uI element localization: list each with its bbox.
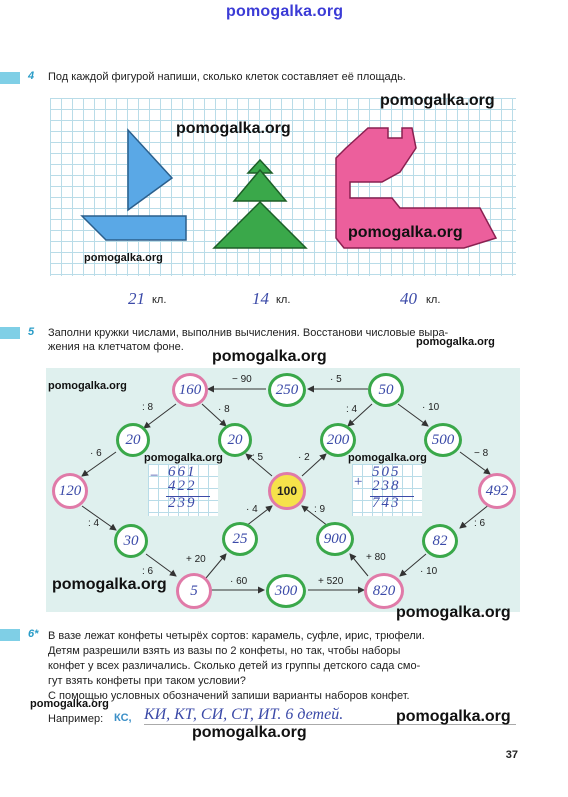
op-label: · 10: [420, 566, 438, 577]
node-100: 100: [268, 472, 306, 510]
task6-line5: С помощью условных обозначений запиши варианты наборов конфет.: [48, 690, 410, 702]
task6-example-code: КС,: [114, 712, 132, 724]
node-20b: 20: [218, 423, 252, 457]
task6-line1: В вазе лежат конфеты четырёх сортов: карамель, суфле, ирис, трюфели.: [48, 630, 425, 642]
node-820: 820: [364, 573, 404, 609]
node-492: 492: [478, 473, 516, 509]
node-50: 50: [368, 373, 404, 407]
node-300: 300: [266, 574, 306, 608]
task-marker: [0, 629, 20, 641]
answer-unit: кл.: [426, 294, 441, 306]
task-text-line1: Заполни кружки числами, выполнив вычисления. Восстанови числовые выра-: [48, 327, 449, 339]
tree-middle: [234, 170, 286, 201]
watermark: pomogalka.org: [348, 224, 463, 241]
answer-unit: кл.: [152, 294, 167, 306]
watermark: pomogalka.org: [348, 452, 427, 464]
calc-right-row1: 505: [372, 464, 401, 480]
op-label: · 6: [90, 448, 102, 459]
watermark: pomogalka.org: [48, 380, 127, 392]
task-number: 4: [28, 70, 35, 82]
calc-left-row3: 239: [168, 495, 197, 511]
site-url[interactable]: pomogalka.org: [226, 3, 344, 20]
op-label: : 6: [474, 518, 486, 529]
watermark: pomogalka.org: [396, 708, 511, 725]
node-250: 250: [268, 373, 306, 407]
node-500: 500: [424, 423, 462, 457]
calc-left-row1: 661: [168, 464, 197, 480]
calc-right-sign: +: [354, 474, 363, 490]
op-label: · 2: [298, 452, 310, 463]
page-number: 37: [505, 749, 518, 761]
op-label: : 4: [88, 518, 100, 529]
watermark: pomogalka.org: [84, 252, 163, 264]
watermark: pomogalka.org: [144, 452, 223, 464]
op-label: · 60: [230, 576, 248, 587]
op-label: · 4: [246, 504, 258, 515]
task-marker: [0, 72, 20, 84]
node-5: 5: [176, 573, 212, 609]
node-160: 160: [172, 373, 208, 407]
node-25: 25: [222, 522, 258, 556]
node-900: 900: [316, 522, 354, 556]
node-20a: 20: [116, 423, 150, 457]
op-label: + 80: [366, 552, 386, 563]
watermark: pomogalka.org: [176, 120, 291, 137]
watermark: pomogalka.org: [416, 336, 495, 348]
op-label: + 520: [318, 576, 344, 587]
tree-bottom: [214, 202, 306, 248]
watermark: pomogalka.org: [396, 604, 511, 621]
node-200: 200: [320, 423, 356, 457]
op-label: : 4: [346, 404, 358, 415]
op-label: : 8: [142, 402, 154, 413]
calc-right-row2: 238: [372, 478, 401, 494]
tree-figure: [214, 160, 306, 248]
op-label: − 90: [232, 374, 252, 385]
op-label: · 8: [218, 404, 230, 415]
calc-right-row3: 743: [372, 495, 401, 511]
op-label: : 5: [252, 452, 264, 463]
watermark: pomogalka.org: [212, 348, 327, 365]
node-120: 120: [52, 473, 88, 509]
watermark: pomogalka.org: [192, 724, 307, 741]
op-label: − 8: [474, 448, 489, 459]
task-number: 5: [28, 326, 35, 338]
task-text: Под каждой фигурой напиши, сколько клеток составляет её площадь.: [48, 71, 406, 83]
op-label: : 6: [142, 566, 154, 577]
op-label: · 5: [330, 374, 342, 385]
calc-left-sign: −: [150, 468, 159, 484]
watermark: pomogalka.org: [30, 698, 109, 710]
task-number: 6*: [28, 628, 39, 640]
op-label: + 20: [186, 554, 206, 565]
boat-figure: [82, 130, 186, 240]
boat-hull: [82, 216, 186, 240]
watermark: pomogalka.org: [380, 92, 495, 109]
task6-line3: конфет у всех различались. Сколько детей из группы детского сада смо-: [48, 660, 421, 672]
node-30: 30: [114, 524, 148, 558]
task6-example-label: Например:: [48, 713, 104, 725]
task-text-line2: жения на клетчатом фоне.: [48, 341, 184, 353]
calc-right-box: [352, 464, 422, 516]
answer-unit: кл.: [276, 294, 291, 306]
task6-line2: Детям разрешили взять из вазы по 2 конфеты, но так, чтобы наборы: [48, 645, 401, 657]
op-label: : 9: [314, 504, 326, 515]
node-82: 82: [422, 524, 458, 558]
task6-line4: гут взять конфеты при таком условии?: [48, 675, 246, 687]
answer-shape: 40: [400, 289, 417, 308]
op-label: · 10: [422, 402, 440, 413]
watermark: pomogalka.org: [52, 576, 167, 593]
answer-boat: 21: [128, 289, 145, 308]
calc-left-row2: 422: [168, 478, 197, 494]
boat-sail: [128, 130, 172, 210]
calc-left-box: [148, 464, 218, 516]
task6-answer: КИ, КТ, СИ, СТ, ИТ. 6 детей.: [144, 706, 344, 723]
task-marker: [0, 327, 20, 339]
answer-tree: 14: [252, 289, 269, 308]
